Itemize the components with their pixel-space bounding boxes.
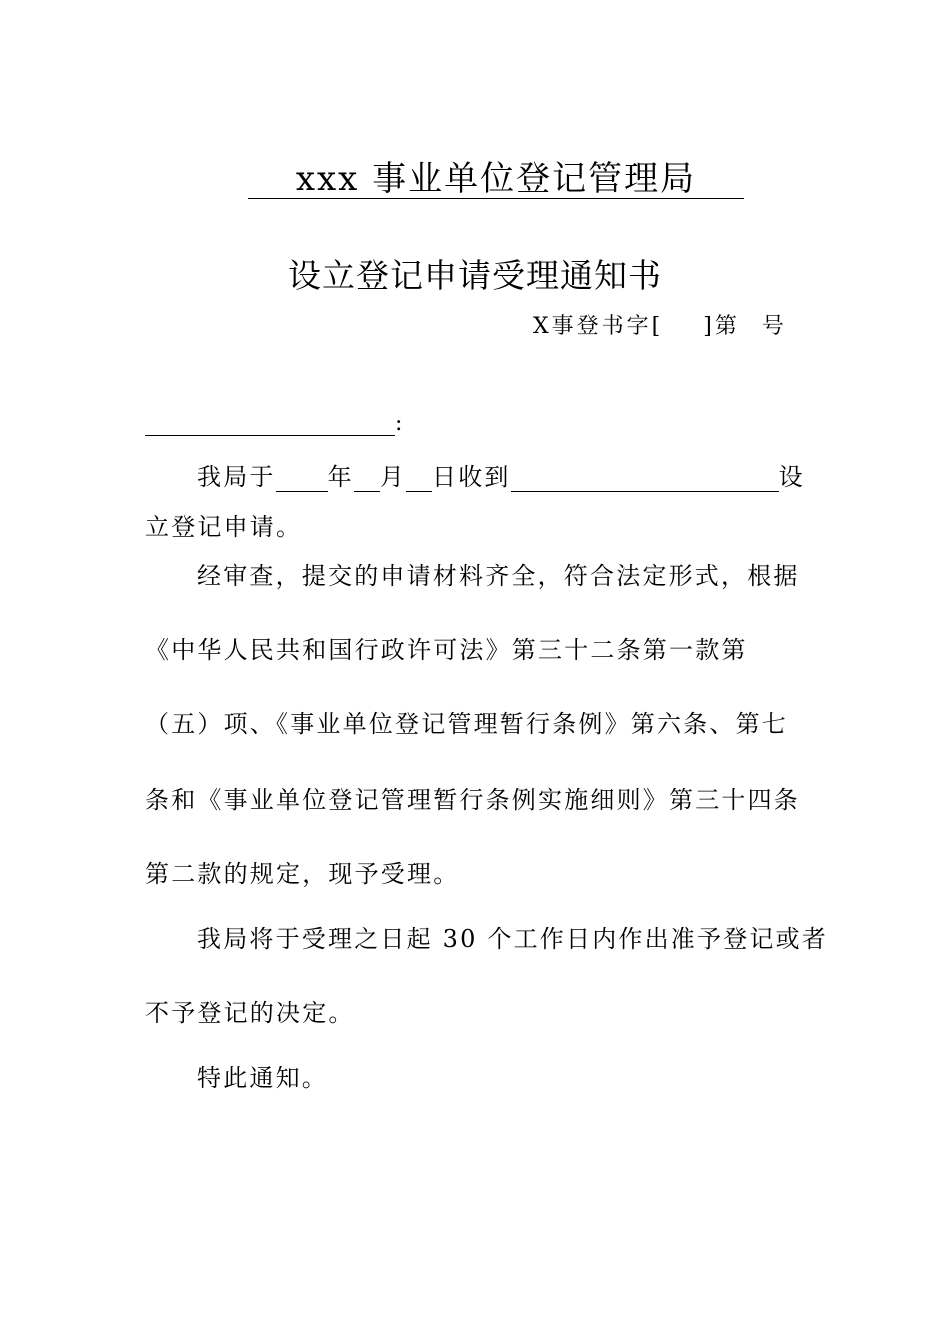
receipt-intro: 我局于 <box>197 463 276 491</box>
paragraph-review-line4: 条和《事业单位登记管理暂行条例实施细则》第三十四条 <box>145 786 800 814</box>
day-blank <box>406 465 432 492</box>
month-blank <box>354 465 380 492</box>
day-label: 日收到 <box>432 463 511 491</box>
authority-header <box>248 160 744 199</box>
closing-notice: 特此通知。 <box>197 1064 328 1092</box>
document-number <box>533 312 787 342</box>
paragraph-review-line5: 第二款的规定，现予受理。 <box>145 860 460 888</box>
paragraph-decision-line2: 不予登记的决定。 <box>145 999 355 1027</box>
document-title: 设立登记申请受理通知书 <box>288 256 662 295</box>
recipient-blank <box>145 413 395 436</box>
doc-number-mid: ]第 <box>703 314 740 339</box>
applicant-blank <box>511 465 779 492</box>
paragraph-decision-line1: 我局将于受理之日起 30 个工作日内作出准予登记或者 <box>197 925 828 953</box>
paragraph-review-line3: （五）项、《事业单位登记管理暂行条例》第六条、第七 <box>145 710 788 738</box>
receipt-tail: 设 <box>778 463 805 491</box>
month-label: 月 <box>379 463 407 491</box>
recipient-colon: : <box>395 411 403 436</box>
doc-number-prefix: X事登书字[ <box>533 314 664 339</box>
paragraph-receipt-line2: 立登记申请。 <box>145 513 303 541</box>
paragraph-review-line1: 经审查，提交的申请材料齐全，符合法定形式，根据 <box>197 562 800 590</box>
doc-number-suffix: 号 <box>761 314 787 339</box>
paragraph-review-line2: 《中华人民共和国行政许可法》第三十二条第一款第 <box>145 636 748 664</box>
authority-name: xxx 事业单位登记管理局 <box>295 159 697 199</box>
paragraph-receipt-line1 <box>197 462 805 492</box>
year-label: 年 <box>327 463 354 491</box>
year-blank <box>276 465 328 492</box>
recipient-line <box>145 412 402 436</box>
